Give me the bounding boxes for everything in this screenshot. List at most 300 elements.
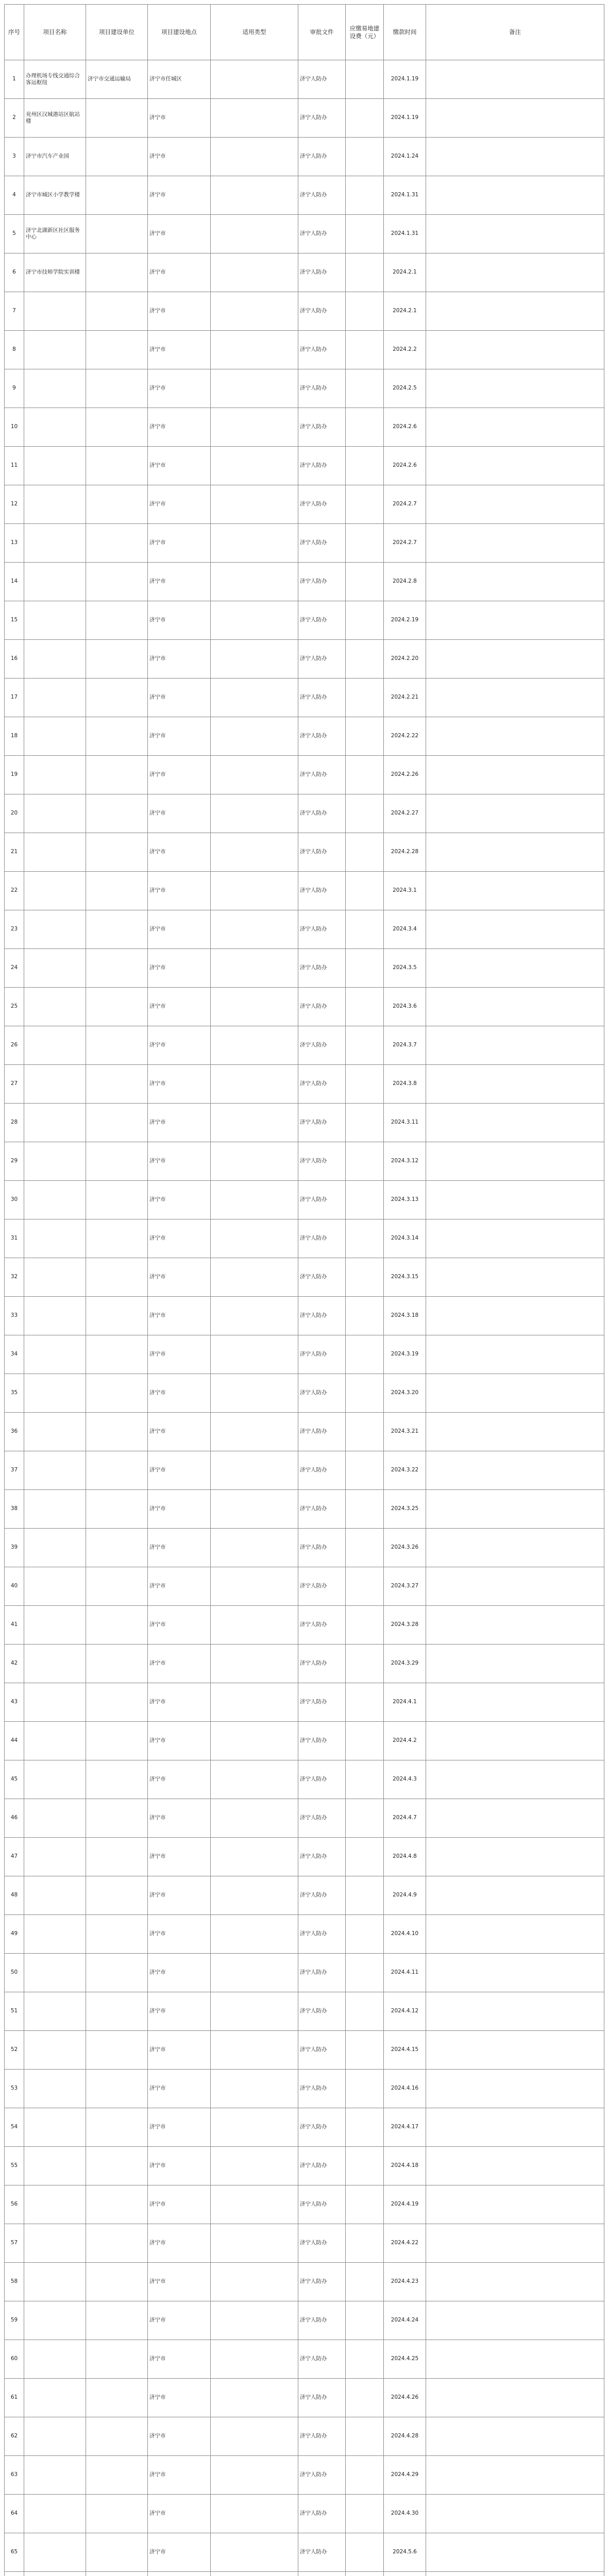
cell-project-name xyxy=(24,601,86,640)
cell-remarks xyxy=(426,1992,604,2031)
cell-type xyxy=(211,1297,298,1335)
cell-unit: 济宁市交通运输局 xyxy=(86,60,148,99)
cell-type xyxy=(211,2070,298,2108)
cell-remarks xyxy=(426,1760,604,1799)
cell-payment-date: 2024.4.18 xyxy=(384,2147,426,2185)
cell-location: 济宁市 xyxy=(148,292,211,331)
table-row xyxy=(5,1683,604,1722)
cell-project-name xyxy=(24,988,86,1026)
cell-project-name xyxy=(24,2185,86,2224)
cell-fee-amount xyxy=(346,988,384,1026)
table-row xyxy=(5,988,604,1026)
cell-unit xyxy=(86,2070,148,2108)
cell-no: 36 xyxy=(5,1413,24,1451)
cell-no: 56 xyxy=(5,2185,24,2224)
cell-location: 济宁市 xyxy=(148,563,211,601)
cell-location: 济宁市 xyxy=(148,1915,211,1954)
cell-remarks xyxy=(426,2417,604,2456)
table-row xyxy=(5,447,604,485)
cell-project-name xyxy=(24,1142,86,1181)
cell-fee-amount xyxy=(346,1258,384,1297)
table-row xyxy=(5,99,604,138)
cell-approval-doc: 济宁人防办 xyxy=(298,910,346,949)
cell-type xyxy=(211,2379,298,2417)
cell-type xyxy=(211,2108,298,2147)
cell-no: 33 xyxy=(5,1297,24,1335)
cell-type xyxy=(211,60,298,99)
cell-fee-amount xyxy=(346,1142,384,1181)
cell-location: 济宁市 xyxy=(148,2340,211,2379)
cell-approval-doc: 济宁人防办 xyxy=(298,872,346,910)
cell-approval-doc: 济宁人防办 xyxy=(298,215,346,253)
cell-approval-doc: 济宁人防办 xyxy=(298,1799,346,1838)
table-row xyxy=(5,60,604,99)
cell-location: 济宁市 xyxy=(148,1606,211,1645)
cell-type xyxy=(211,369,298,408)
cell-fee-amount xyxy=(346,1876,384,1915)
cell-unit xyxy=(86,1876,148,1915)
cell-remarks xyxy=(426,176,604,215)
cell-type xyxy=(211,988,298,1026)
table-row xyxy=(5,176,604,215)
cell-payment-date: 2024.4.11 xyxy=(384,1954,426,1992)
cell-remarks xyxy=(426,60,604,99)
cell-approval-doc: 济宁人防办 xyxy=(298,2301,346,2340)
cell-unit xyxy=(86,1760,148,1799)
cell-type xyxy=(211,2147,298,2185)
cell-remarks xyxy=(426,1799,604,1838)
header-fee-amount: 应缴易地建设费（元） xyxy=(346,5,384,60)
cell-remarks xyxy=(426,1915,604,1954)
cell-payment-date: 2024.4.25 xyxy=(384,2340,426,2379)
cell-type xyxy=(211,1722,298,1760)
cell-type xyxy=(211,717,298,756)
cell-no: 19 xyxy=(5,756,24,794)
cell-payment-date: 2024.1.31 xyxy=(384,215,426,253)
cell-approval-doc: 济宁人防办 xyxy=(298,1529,346,1567)
cell-no: 45 xyxy=(5,1760,24,1799)
cell-payment-date: 2024.2.27 xyxy=(384,794,426,833)
cell-unit xyxy=(86,2263,148,2301)
cell-type xyxy=(211,1104,298,1142)
cell-location: 济宁市 xyxy=(148,1954,211,1992)
cell-no: 18 xyxy=(5,717,24,756)
cell-type xyxy=(211,833,298,872)
cell-no: 1 xyxy=(5,60,24,99)
cell-no: 20 xyxy=(5,794,24,833)
table-row xyxy=(5,2108,604,2147)
cell-no: 35 xyxy=(5,1374,24,1413)
cell-type xyxy=(211,2263,298,2301)
cell-no: 15 xyxy=(5,601,24,640)
cell-unit xyxy=(86,833,148,872)
cell-remarks xyxy=(426,988,604,1026)
cell-remarks xyxy=(426,331,604,369)
cell-location: 济宁市 xyxy=(148,1490,211,1529)
cell-fee-amount xyxy=(346,1181,384,1219)
cell-unit xyxy=(86,1104,148,1142)
cell-approval-doc: 济宁人防办 xyxy=(298,2108,346,2147)
cell-payment-date: 2024.3.28 xyxy=(384,1606,426,1645)
cell-location: 济宁市 xyxy=(148,872,211,910)
cell-remarks xyxy=(426,1954,604,1992)
cell-payment-date: 2024.3.8 xyxy=(384,1065,426,1104)
cell-approval-doc: 济宁人防办 xyxy=(298,485,346,524)
cell-approval-doc: 济宁人防办 xyxy=(298,1451,346,1490)
table-row xyxy=(5,292,604,331)
cell-payment-date: 2024.4.10 xyxy=(384,1915,426,1954)
cell-unit xyxy=(86,1335,148,1374)
cell-fee-amount xyxy=(346,679,384,717)
cell-project-name xyxy=(24,524,86,563)
table-row xyxy=(5,1760,604,1799)
cell-type xyxy=(211,1258,298,1297)
cell-project-name xyxy=(24,1065,86,1104)
cell-payment-date: 2024.2.28 xyxy=(384,833,426,872)
cell-project-name xyxy=(24,794,86,833)
cell-approval-doc: 济宁人防办 xyxy=(298,2031,346,2070)
cell-location: 济宁市 xyxy=(148,1645,211,1683)
cell-location: 济宁市 xyxy=(148,1026,211,1065)
cell-type xyxy=(211,1876,298,1915)
table-row xyxy=(5,1297,604,1335)
cell-type xyxy=(211,1451,298,1490)
cell-unit xyxy=(86,1722,148,1760)
cell-location: 济宁市 xyxy=(148,1374,211,1413)
cell-payment-date: 2024.4.30 xyxy=(384,2495,426,2533)
cell-payment-date: 2024.1.24 xyxy=(384,138,426,176)
cell-remarks xyxy=(426,292,604,331)
cell-location: 济宁市 xyxy=(148,2031,211,2070)
cell-fee-amount xyxy=(346,2108,384,2147)
cell-approval-doc: 济宁人防办 xyxy=(298,601,346,640)
cell-payment-date: 2024.3.14 xyxy=(384,1219,426,1258)
cell-location: 济宁市 xyxy=(148,2108,211,2147)
cell-approval-doc: 济宁人防办 xyxy=(298,717,346,756)
cell-type xyxy=(211,1529,298,1567)
cell-no: 32 xyxy=(5,1258,24,1297)
cell-type xyxy=(211,1606,298,1645)
cell-no: 4 xyxy=(5,176,24,215)
cell-remarks xyxy=(426,2495,604,2533)
table-row xyxy=(5,215,604,253)
cell-project-name xyxy=(24,910,86,949)
cell-location: 济宁市 xyxy=(148,910,211,949)
cell-project-name: 济宁市城区小学教学楼 xyxy=(24,176,86,215)
table-row xyxy=(5,485,604,524)
cell-approval-doc: 济宁人防办 xyxy=(298,2495,346,2533)
cell-location: 济宁市 xyxy=(148,1181,211,1219)
cell-type xyxy=(211,1760,298,1799)
table-row xyxy=(5,2379,604,2417)
cell-project-name xyxy=(24,485,86,524)
cell-no: 41 xyxy=(5,1606,24,1645)
cell-payment-date: 2024.3.19 xyxy=(384,1335,426,1374)
cell-location: 济宁市 xyxy=(148,2224,211,2263)
cell-no: 46 xyxy=(5,1799,24,1838)
cell-no: 53 xyxy=(5,2070,24,2108)
cell-no: 2 xyxy=(5,99,24,138)
cell-location: 济宁市 xyxy=(148,2456,211,2495)
cell-no: 40 xyxy=(5,1567,24,1606)
cell-no: 62 xyxy=(5,2417,24,2456)
table-row xyxy=(5,1413,604,1451)
cell-location: 济宁市 xyxy=(148,2379,211,2417)
cell-project-name: 济宁北湖新区社区服务中心 xyxy=(24,215,86,253)
table-row xyxy=(5,2031,604,2070)
cell-payment-date: 2024.4.8 xyxy=(384,1838,426,1876)
cell-payment-date: 2024.4.17 xyxy=(384,2108,426,2147)
cell-payment-date: 2024.1.19 xyxy=(384,99,426,138)
table-row xyxy=(5,1915,604,1954)
cell-unit xyxy=(86,2495,148,2533)
cell-payment-date: 2024.3.22 xyxy=(384,1451,426,1490)
cell-no: 43 xyxy=(5,1683,24,1722)
table-row xyxy=(5,1104,604,1142)
cell-approval-doc: 济宁人防办 xyxy=(298,1413,346,1451)
cell-project-name xyxy=(24,1722,86,1760)
cell-project-name xyxy=(24,1335,86,1374)
cell-remarks xyxy=(426,1104,604,1142)
cell-location: 济宁市 xyxy=(148,524,211,563)
cell-remarks xyxy=(426,1181,604,1219)
cell-type xyxy=(211,679,298,717)
cell-fee-amount xyxy=(346,1374,384,1413)
cell-fee-amount xyxy=(346,292,384,331)
cell-fee-amount xyxy=(346,640,384,679)
cell-project-name xyxy=(24,2031,86,2070)
cell-location: 济宁市 xyxy=(148,1683,211,1722)
cell-no: 48 xyxy=(5,1876,24,1915)
cell-approval-doc: 济宁人防办 xyxy=(298,640,346,679)
cell-fee-amount xyxy=(346,1335,384,1374)
cell-fee-amount xyxy=(346,1760,384,1799)
cell-payment-date: 2024.3.29 xyxy=(384,1645,426,1683)
cell-payment-date: 2024.4.16 xyxy=(384,2070,426,2108)
table-row xyxy=(5,2533,604,2572)
cell-unit xyxy=(86,679,148,717)
cell-payment-date: 2024.4.9 xyxy=(384,1876,426,1915)
cell-fee-amount xyxy=(346,1799,384,1838)
cell-fee-amount xyxy=(346,2070,384,2108)
cell-type xyxy=(211,2340,298,2379)
cell-no: 50 xyxy=(5,1954,24,1992)
cell-location: 济宁市 xyxy=(148,1104,211,1142)
cell-no: 7 xyxy=(5,292,24,331)
cell-approval-doc: 济宁人防办 xyxy=(298,2379,346,2417)
cell-payment-date: 2024.4.15 xyxy=(384,2031,426,2070)
cell-fee-amount xyxy=(346,833,384,872)
cell-payment-date: 2024.3.7 xyxy=(384,1026,426,1065)
table-row xyxy=(5,1181,604,1219)
cell-approval-doc: 济宁人防办 xyxy=(298,1490,346,1529)
cell-approval-doc: 济宁人防办 xyxy=(298,253,346,292)
cell-unit xyxy=(86,1606,148,1645)
cell-approval-doc: 济宁人防办 xyxy=(298,408,346,447)
cell-location: 济宁市 xyxy=(148,2147,211,2185)
cell-no: 34 xyxy=(5,1335,24,1374)
table-row xyxy=(5,1065,604,1104)
cell-remarks xyxy=(426,1374,604,1413)
cell-remarks xyxy=(426,601,604,640)
cell-unit xyxy=(86,2572,148,2576)
cell-payment-date: 2024.2.20 xyxy=(384,640,426,679)
table-row xyxy=(5,910,604,949)
cell-payment-date: 2024.4.24 xyxy=(384,2301,426,2340)
table-row xyxy=(5,1722,604,1760)
table-body xyxy=(5,60,604,2576)
cell-type xyxy=(211,2031,298,2070)
cell-payment-date: 2024.4.23 xyxy=(384,2263,426,2301)
cell-unit xyxy=(86,1645,148,1683)
table-row xyxy=(5,331,604,369)
cell-remarks xyxy=(426,2224,604,2263)
cell-remarks xyxy=(426,408,604,447)
cell-unit xyxy=(86,2301,148,2340)
cell-type xyxy=(211,1026,298,1065)
cell-type xyxy=(211,1838,298,1876)
cell-approval-doc: 济宁人防办 xyxy=(298,794,346,833)
cell-location: 济宁市 xyxy=(148,485,211,524)
cell-fee-amount xyxy=(346,2572,384,2576)
cell-approval-doc: 济宁人防办 xyxy=(298,1335,346,1374)
cell-approval-doc: 济宁人防办 xyxy=(298,1219,346,1258)
cell-type xyxy=(211,408,298,447)
cell-fee-amount xyxy=(346,1529,384,1567)
table-row xyxy=(5,138,604,176)
cell-fee-amount xyxy=(346,2495,384,2533)
cell-type xyxy=(211,292,298,331)
cell-remarks xyxy=(426,2340,604,2379)
cell-location: 济宁市 xyxy=(148,138,211,176)
cell-remarks xyxy=(426,1838,604,1876)
cell-location: 济宁市 xyxy=(148,1065,211,1104)
cell-no: 8 xyxy=(5,331,24,369)
table-row xyxy=(5,1645,604,1683)
cell-unit xyxy=(86,138,148,176)
cell-location: 济宁市 xyxy=(148,988,211,1026)
cell-location: 济宁市 xyxy=(148,1258,211,1297)
cell-unit xyxy=(86,1065,148,1104)
cell-unit xyxy=(86,1297,148,1335)
cell-unit xyxy=(86,1954,148,1992)
table-row xyxy=(5,794,604,833)
cell-remarks xyxy=(426,1722,604,1760)
cell-type xyxy=(211,2185,298,2224)
cell-unit xyxy=(86,717,148,756)
cell-approval-doc: 济宁人防办 xyxy=(298,2533,346,2572)
cell-fee-amount xyxy=(346,215,384,253)
cell-type xyxy=(211,1799,298,1838)
cell-no: 58 xyxy=(5,2263,24,2301)
table-row xyxy=(5,1606,604,1645)
cell-remarks xyxy=(426,1645,604,1683)
cell-unit xyxy=(86,601,148,640)
cell-remarks xyxy=(426,833,604,872)
table-row xyxy=(5,2417,604,2456)
cell-unit xyxy=(86,1258,148,1297)
cell-type xyxy=(211,2417,298,2456)
cell-unit xyxy=(86,1181,148,1219)
cell-remarks xyxy=(426,949,604,988)
cell-remarks xyxy=(426,485,604,524)
cell-approval-doc: 济宁人防办 xyxy=(298,2147,346,2185)
table-row xyxy=(5,1335,604,1374)
cell-payment-date: 2024.4.7 xyxy=(384,1799,426,1838)
cell-unit xyxy=(86,949,148,988)
cell-unit xyxy=(86,2533,148,2572)
cell-approval-doc: 济宁人防办 xyxy=(298,1606,346,1645)
cell-type xyxy=(211,176,298,215)
cell-payment-date: 2024.5.6 xyxy=(384,2533,426,2572)
cell-type xyxy=(211,99,298,138)
cell-payment-date: 2024.4.28 xyxy=(384,2417,426,2456)
table-row xyxy=(5,1219,604,1258)
cell-unit xyxy=(86,640,148,679)
header-no: 序号 xyxy=(5,5,24,60)
cell-no: 37 xyxy=(5,1451,24,1490)
cell-project-name xyxy=(24,1683,86,1722)
cell-unit xyxy=(86,408,148,447)
cell-project-name xyxy=(24,1567,86,1606)
cell-unit xyxy=(86,1567,148,1606)
cell-project-name xyxy=(24,1915,86,1954)
cell-location: 济宁市任城区 xyxy=(148,60,211,99)
cell-payment-date: 2024.3.4 xyxy=(384,910,426,949)
header-location: 项目建设地点 xyxy=(148,5,211,60)
cell-remarks xyxy=(426,872,604,910)
cell-remarks xyxy=(426,1451,604,1490)
table-row xyxy=(5,253,604,292)
cell-type xyxy=(211,601,298,640)
cell-location: 济宁市 xyxy=(148,717,211,756)
cell-fee-amount xyxy=(346,1490,384,1529)
cell-no: 59 xyxy=(5,2301,24,2340)
cell-project-name xyxy=(24,2495,86,2533)
cell-no: 16 xyxy=(5,640,24,679)
cell-unit xyxy=(86,1490,148,1529)
table-row xyxy=(5,640,604,679)
cell-unit xyxy=(86,176,148,215)
cell-unit xyxy=(86,2185,148,2224)
cell-unit xyxy=(86,988,148,1026)
cell-remarks xyxy=(426,2070,604,2108)
cell-payment-date: 2024.4.2 xyxy=(384,1722,426,1760)
cell-unit xyxy=(86,292,148,331)
cell-approval-doc: 济宁人防办 xyxy=(298,1297,346,1335)
cell-remarks xyxy=(426,717,604,756)
cell-no: 47 xyxy=(5,1838,24,1876)
cell-fee-amount xyxy=(346,99,384,138)
table-row xyxy=(5,1954,604,1992)
table-row xyxy=(5,524,604,563)
cell-location: 济宁市 xyxy=(148,1722,211,1760)
cell-type xyxy=(211,2224,298,2263)
cell-remarks xyxy=(426,2108,604,2147)
cell-remarks xyxy=(426,756,604,794)
cell-fee-amount xyxy=(346,794,384,833)
cell-unit xyxy=(86,1915,148,1954)
table-row xyxy=(5,756,604,794)
cell-type xyxy=(211,949,298,988)
cell-project-name xyxy=(24,1181,86,1219)
table-row xyxy=(5,1876,604,1915)
cell-unit xyxy=(86,447,148,485)
cell-approval-doc: 济宁人防办 xyxy=(298,331,346,369)
cell-approval-doc: 济宁人防办 xyxy=(298,1026,346,1065)
table-row xyxy=(5,1026,604,1065)
cell-type xyxy=(211,563,298,601)
